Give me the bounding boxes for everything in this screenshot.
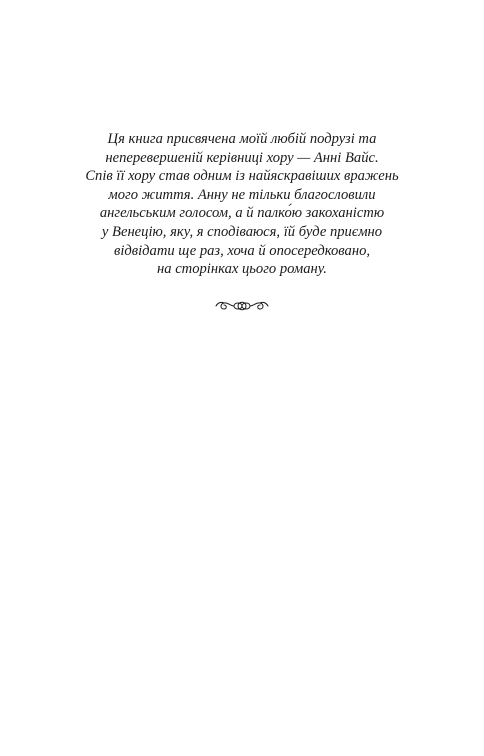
dedication-line: Ця книга присвячена моїй любій подрузі та — [107, 131, 377, 147]
dedication-line: відвідати ще раз, хоча й опосередковано, — [113, 242, 371, 259]
flourish-ornament-icon — [214, 297, 270, 315]
dedication-line: Спів її хору став одним із найяскравіших вражень — [85, 168, 399, 185]
dedication-line: на сторінках цього роману. — [157, 261, 327, 278]
dedication-line: ангельським голосом, а й палко́ю закоханістю — [99, 205, 385, 222]
dedication-line: неперевершеній керівниці хору — Анні Вайс. — [105, 149, 379, 166]
dedication-line: у Венецію, яку, я сподіваюся, їй буде приємно — [101, 223, 383, 240]
dedication-text — [40, 130, 444, 279]
dedication-line: мого життя. Анну не тільки благословили — [108, 186, 376, 203]
